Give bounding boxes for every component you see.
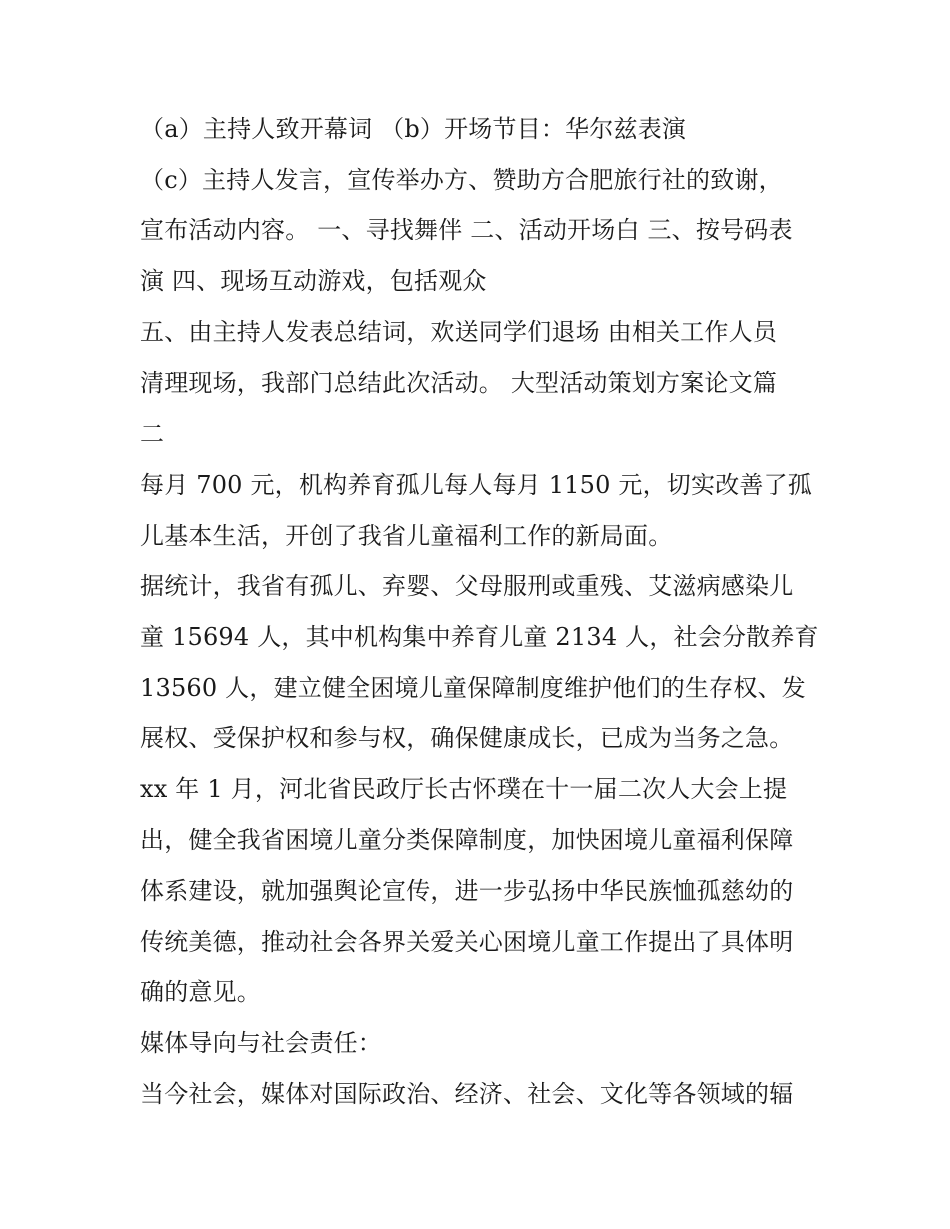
section-heading: 媒体导向与社会责任： <box>140 1029 382 1057</box>
text-line: 童 15694 人，其中机构集中养育儿童 2134 人，社会分散养育 <box>140 623 819 651</box>
text-line: 宣布活动内容。 一、寻找舞伴 二、活动开场白 三、按号码表 <box>140 216 793 244</box>
text-line: 展权、受保护权和参与权，确保健康成长，已成为当务之急。 <box>140 724 794 752</box>
text-line: 体系建设，就加强舆论宣传，进一步弘扬中华民族恤孤慈幼的 <box>140 877 794 905</box>
text-line: 出，健全我省困境儿童分类保障制度，加快困境儿童福利保障 <box>140 826 794 854</box>
text-line: 每月 700 元，机构养育孤儿每人每月 1150 元，切实改善了孤 <box>140 471 813 499</box>
text-line: 确的意见。 <box>140 978 261 1006</box>
text-line: 13560 人，建立健全困境儿童保障制度维护他们的生存权、发 <box>140 674 806 702</box>
text-line: 儿基本生活，开创了我省儿童福利工作的新局面。 <box>140 522 673 550</box>
text-line: 传统美德，推动社会各界关爱关心困境儿童工作提出了具体明 <box>140 928 794 956</box>
text-line: xx 年 1 月，河北省民政厅长古怀璞在十一届二次人大会上提 <box>140 775 788 803</box>
text-line: 清理现场，我部门总结此次活动。 大型活动策划方案论文篇 <box>140 369 778 397</box>
text-line: 当今社会，媒体对国际政治、经济、社会、文化等各领域的辐 <box>140 1080 794 1108</box>
text-line: 五、由主持人发表总结词，欢送同学们退场 由相关工作人员 <box>140 318 778 346</box>
text-line: （a）主持人致开幕词 （b）开场节目：华尔兹表演 <box>140 115 687 143</box>
text-line: 二 <box>140 420 165 448</box>
text-line: 演 四、现场互动游戏，包括观众 <box>140 267 487 295</box>
text-line: 据统计，我省有孤儿、弃婴、父母服刑或重残、艾滋病感染儿 <box>140 572 794 600</box>
text-line: （c）主持人发言，宣传举办方、赞助方合肥旅行社的致谢， <box>140 166 783 194</box>
